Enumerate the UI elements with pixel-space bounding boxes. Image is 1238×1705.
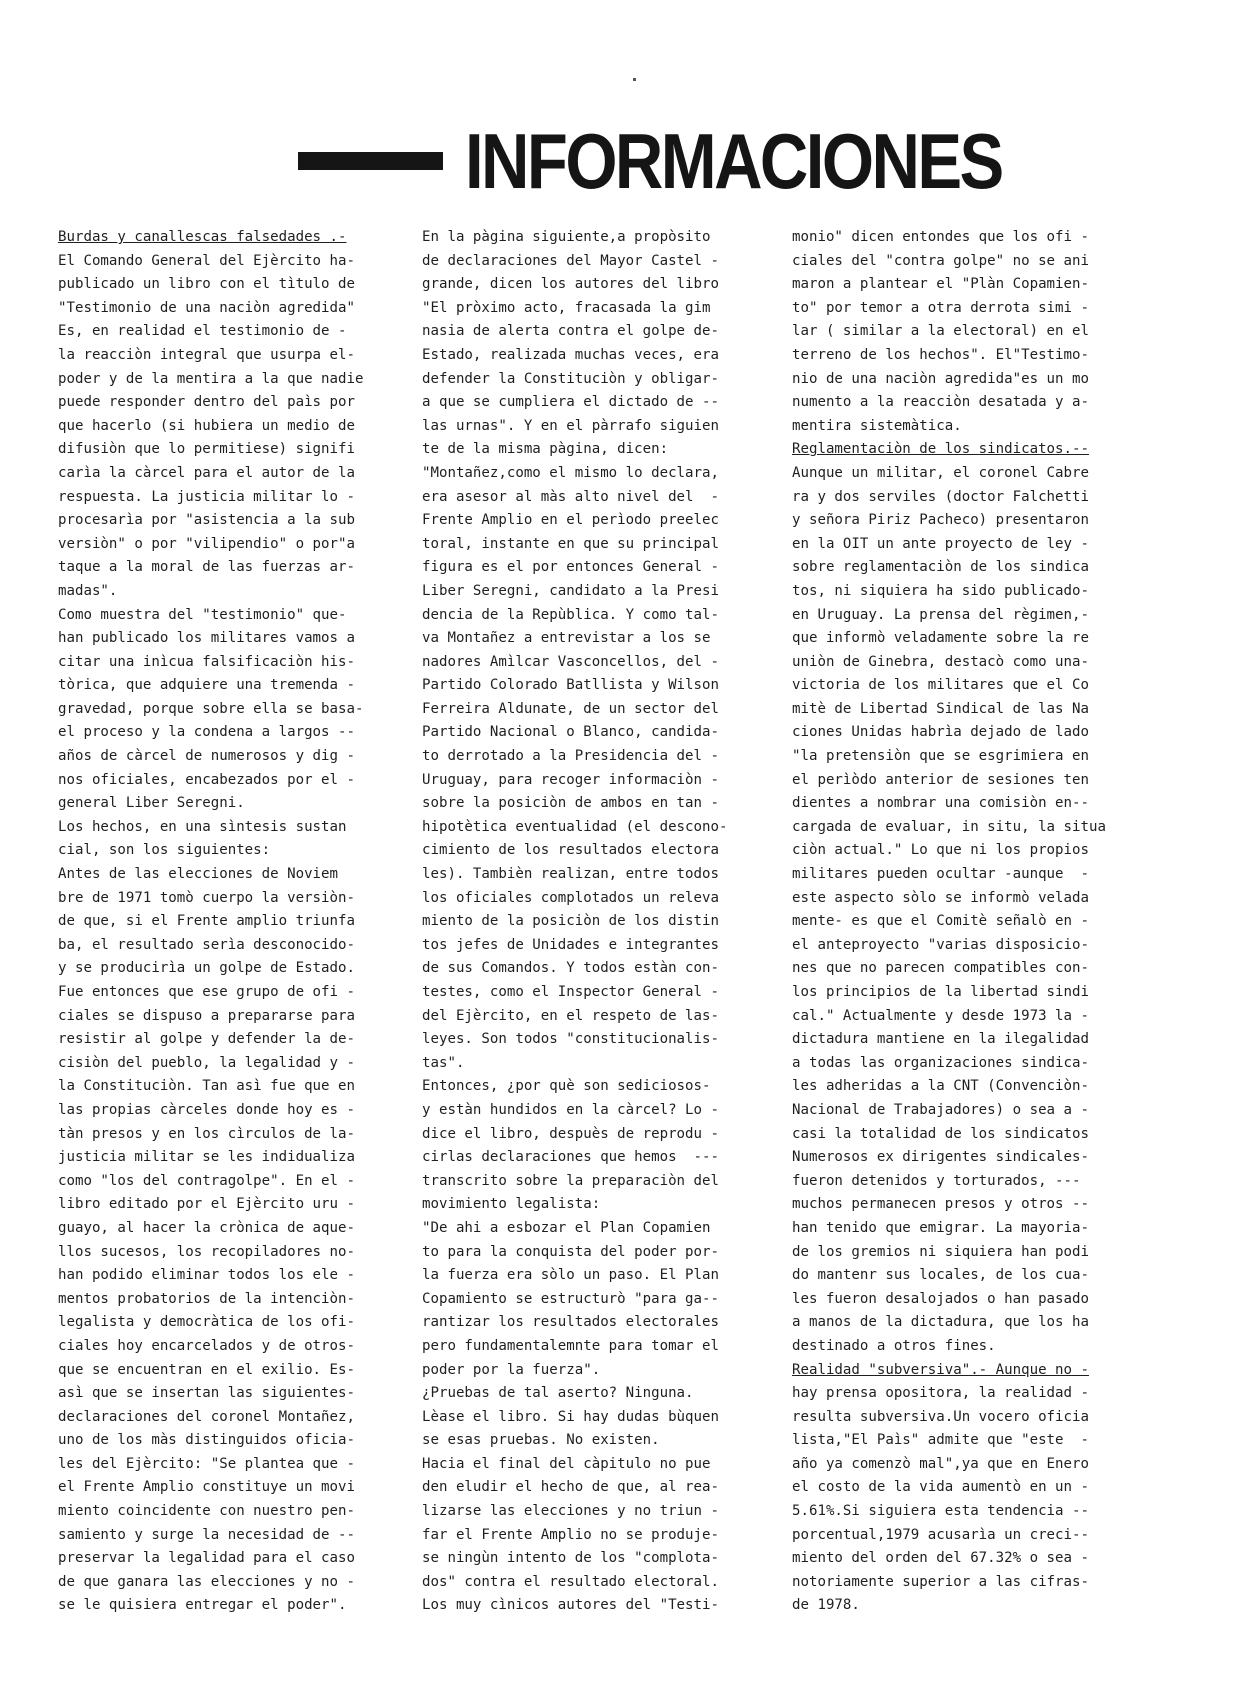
text-line: les del Ejèrcito: "Se plantea que - [58,1455,355,1472]
text-line: "El pròximo acto, fracasada la gim [422,299,711,316]
header-bar [298,152,443,170]
text-line: legalista y democràtica de los ofi- [58,1314,355,1331]
text-line: Uruguay, para recoger informaciòn - [422,771,719,788]
text-line: año ya comenzò mal",ya que en Enero [792,1455,1089,1472]
section-heading: Reglamentaciòn de los sindicatos.-- [792,441,1089,458]
text-line: ba, el resultado serìa desconocido- [58,936,355,953]
text-line: justicia militar se les indidualiza [58,1149,355,1166]
page-title: INFORMACIONES [465,117,1002,205]
text-line: ¿Pruebas de tal aserto? Ninguna. [422,1385,694,1402]
text-line: que informò veladamente sobre la re [792,630,1089,647]
text-line: cal." Actualmente y desde 1973 la - [792,1007,1089,1024]
text-line: do mantenr sus locales, de los cua- [792,1267,1089,1284]
text-line: notoriamente superior a las cifras- [792,1573,1089,1590]
text-line: que hacerlo (si hubiera un medio de [58,417,355,434]
text-line: to" por temor a otra derrota simi - [792,299,1089,316]
text-line: Los hechos, en una sìntesis sustan [58,818,347,835]
text-line: dice el libro, despuès de reprodu - [422,1125,719,1142]
text-line: Liber Seregni, candidato a la Presi [422,582,719,599]
text-line: 5.61%.Si siguiera esta tendencia -- [792,1503,1089,1520]
text-line: el anteproyecto "varias disposicio- [792,936,1089,953]
text-line: el costo de la vida aumentò en un - [792,1479,1089,1496]
text-line: el proceso y la condena a largos -- [58,724,355,741]
text-line: Partido Nacional o Blanco, candida- [422,724,719,741]
text-line: ciones Unidas habrìa dejado de lado [792,724,1089,741]
section-heading: Realidad "subversiva".- Aunque no - [792,1361,1089,1378]
text-line: En la pàgina siguiente,a propòsito [422,229,711,245]
text-line: que se encuentran en el exilio. Es- [58,1361,355,1378]
text-line: libro editado por el Ejèrcito uru - [58,1196,355,1213]
text-line: "Montañez,como el mismo lo declara, [422,464,719,481]
text-line: difusiòn que lo permitiese) signifi [58,441,355,458]
text-line: nos oficiales, encabezados por el - [58,771,355,788]
text-line: te de la misma pàgina, dicen: [422,441,669,458]
text-line: lista,"El Paìs" admite que "este - [792,1432,1089,1449]
text-line: publicado un libro con el tìtulo de [58,276,355,293]
text-line: el Frente Amplio constituye un movi [58,1479,355,1496]
text-line: Lèase el libro. Si hay dudas bùquen [422,1408,719,1425]
text-line: cisiòn del pueblo, la legalidad y - [58,1054,355,1071]
text-line: pero fundamentalemnte para tomar el [422,1337,719,1354]
text-line: Fue entonces que ese grupo de ofi - [58,984,355,1000]
text-line: los principios de la libertad sindi [792,984,1089,1000]
text-line: de que, si el Frente amplio triunfa [58,913,355,930]
text-line: mentos probatorios de la intenciòn- [58,1290,355,1307]
text-line: maron a plantear el "Plàn Copamien- [792,276,1089,293]
text-line: cirlas declaraciones que hemos --- [422,1149,719,1166]
text-line: ciales hoy encarcelados y de otros- [58,1337,355,1354]
text-line: figura es el por entonces General - [422,559,719,576]
text-line: bre de 1971 tomò cuerpo la versiòn- [58,889,355,906]
text-line: tas". [422,1054,465,1071]
text-line: les). Tambièn realizan, entre todos [422,866,719,883]
text-line: a todas las organizaciones sindica- [792,1054,1089,1071]
text-line: llos sucesos, los recopiladores no- [58,1243,355,1260]
text-line: nio de una naciòn agredida"es un mo [792,370,1089,387]
text-line: victoria de los militares que el Co [792,677,1089,694]
text-line: numento a la reacciòn desatada y a- [792,394,1089,411]
text-line: puede responder dentro del paìs por [58,394,355,411]
text-line: citar una inìcua falsificaciòn his- [58,653,355,670]
text-line: to para la conquista del poder por- [422,1243,719,1260]
text-line: Frente Amplio en el perìodo preelec [422,512,719,529]
text-line: tàn presos y en los cìrculos de la- [58,1125,355,1142]
speck [633,78,636,81]
text-line: movimiento legalista: [422,1196,601,1213]
text-line: resistir al golpe y defender la de- [58,1031,355,1048]
text-line: carìa la càrcel para el autor de la [58,464,355,481]
text-line: Estado, realizada muchas veces, era [422,346,719,363]
text-line: poder por la fuerza". [422,1361,601,1378]
text-line: a manos de la dictadura, que los ha [792,1314,1089,1331]
text-line: Antes de las elecciones de Noviem [58,866,339,883]
text-line: muchos permanecen presos y otros -- [792,1196,1089,1213]
text-line: han podido eliminar todos los ele - [58,1267,355,1284]
text-line: en la OIT un ante proyecto de ley - [792,535,1089,552]
text-line: la reacciòn integral que usurpa el- [58,346,355,363]
text-line: lizarse las elecciones y no triun - [422,1503,719,1520]
text-line: resulta subversiva.Un vocero oficia [792,1408,1089,1425]
text-line: Los muy cìnicos autores del "Testi- [422,1597,719,1614]
text-line: Numerosos ex dirigentes sindicales- [792,1149,1089,1166]
text-line: del Ejèrcito, en el respeto de las- [422,1007,719,1024]
text-line: respuesta. La justicia militar lo - [58,488,355,505]
text-line: miento coincidente con nuestro pen- [58,1503,355,1520]
text-line: hipotètica eventualidad (el descono- [422,818,728,835]
text-line: Como muestra del "testimonio" que- [58,606,347,623]
text-line: Entonces, ¿por què son sediciosos- [422,1078,711,1095]
text-line: a que se cumpliera el dictado de -- [422,394,719,411]
text-line: nasia de alerta contra el golpe de- [422,323,719,340]
text-line: preservar la legalidad para el caso [58,1550,355,1567]
text-line: de que ganara las elecciones y no - [58,1573,355,1590]
text-line: de 1978. [792,1597,860,1614]
text-line: los oficiales complotados un releva [422,889,719,906]
text-line: gravedad, porque sobre ella se basa- [58,700,364,717]
text-line: miento del orden del 67.32% o sea - [792,1550,1089,1567]
text-line: mente- es que el Comitè señalò en - [792,913,1089,930]
text-line: ciòn actual." Lo que ni los propios [792,842,1089,859]
text-line: Hacia el final del càpitulo no pue [422,1455,711,1472]
text-line: sobre la posiciòn de ambos en tan - [422,795,719,812]
text-line: declaraciones del coronel Montañez, [58,1408,355,1425]
text-line: transcrito sobre la preparaciòn del [422,1172,719,1189]
text-line: tos jefes de Unidades e integrantes [422,936,719,953]
text-line: como "los del contragolpe". En el - [58,1172,355,1189]
text-line: este aspecto sòlo se informò velada [792,889,1089,906]
text-line: miento de la posiciòn de los distin [422,913,719,930]
text-line: cargada de evaluar, in situ, la situa [792,818,1106,835]
text-line: hay prensa opositora, la realidad - [792,1385,1089,1402]
text-line: taque a la moral de las fuerzas ar- [58,559,355,576]
text-line: dientes a nombrar una comisiòn en-- [792,795,1089,812]
text-line: han tenido que emigrar. La mayoria- [792,1219,1089,1236]
text-line: la fuerza era sòlo un paso. El Plan [422,1267,719,1284]
text-line: les fueron desalojados o han pasado [792,1290,1089,1307]
text-line: militares pueden ocultar -aunque - [792,866,1089,883]
text-line: Nacional de Trabajadores) o sea a - [792,1101,1089,1118]
text-line: poder y de la mentira a la que nadie [58,370,364,387]
text-line: ra y dos serviles (doctor Falchetti [792,488,1089,505]
text-line: el perìòdo anterior de sesiones ten [792,771,1089,788]
text-line: dos" contra el resultado electoral. [422,1573,719,1590]
text-line: tos, ni siquiera ha sido publicado- [792,582,1089,599]
column-3 [792,226,1106,1618]
text-line: guayo, al hacer la crònica de aque- [58,1219,355,1236]
text-line: general Liber Seregni. [58,795,245,812]
text-line: ciales se dispuso a prepararse para [58,1007,355,1024]
text-line: era asesor al màs alto nivel del - [422,488,719,505]
text-line: cimiento de los resultados electora [422,842,719,859]
text-line: cial, son los siguientes: [58,842,271,859]
text-line: monio" dicen entondes que los ofi - [792,229,1089,245]
text-line: tòrica, que adquiere una tremenda - [58,677,355,694]
text-line: la Constituciòn. Tan asì fue que en [58,1078,355,1095]
text-line: les adheridas a la CNT (Convenciòn- [792,1078,1089,1095]
text-line: asì que se insertan las siguientes- [58,1385,355,1402]
text-line: versiòn" o por "vilipendio" o por"a [58,535,355,552]
text-line: casi la totalidad de los sindicatos [792,1125,1089,1142]
text-line: y estàn hundidos en la càrcel? Lo - [422,1101,719,1118]
column-1 [58,226,363,1618]
text-line: den eludir el hecho de que, al rea- [422,1479,719,1496]
text-line: defender la Constituciòn y obligar- [422,370,719,387]
text-line: El Comando General del Ejèrcito ha- [58,252,355,269]
text-line: testes, como el Inspector General - [422,984,719,1000]
text-line: destinado a otros fines. [792,1337,996,1354]
text-line: "Testimonio de una naciòn agredida" [58,299,355,316]
text-line: dencia de la Repùblica. Y como tal- [422,606,719,623]
text-line: "De ahi a esbozar el Plan Copamien [422,1219,711,1236]
text-line: en Uruguay. La prensa del règimen,- [792,606,1089,623]
text-line: de sus Comandos. Y todos estàn con- [422,960,719,977]
text-line: terreno de los hechos". El"Testimo- [792,346,1089,363]
text-line: fueron detenidos y torturados, --- [792,1172,1081,1189]
text-line: "la pretensiòn que se esgrimiera en [792,748,1089,765]
text-line: samiento y surge la necesidad de -- [58,1526,355,1543]
text-line: han publicado los militares vamos a [58,630,355,647]
text-line: porcentual,1979 acusarìa un creci-- [792,1526,1089,1543]
text-line: se le quisiera entregar el poder". [58,1597,347,1614]
text-line: uno de los màs distinguidos oficia- [58,1432,355,1449]
text-line: to derrotado a la Presidencia del - [422,748,719,765]
text-line: leyes. Son todos "constitucionalis- [422,1031,719,1048]
text-line: mentira sistemàtica. [792,417,962,434]
text-line: dictadura mantiene en la ilegalidad [792,1031,1089,1048]
text-line: Copamiento se estructurò "para ga-- [422,1290,719,1307]
text-line: Ferreira Aldunate, de un sector del [422,700,719,717]
text-line: y se producirìa un golpe de Estado. [58,960,355,977]
text-line: años de càrcel de numerosos y dig - [58,748,355,765]
text-line: Es, en realidad el testimonio de - [58,323,347,340]
text-line: va Montañez a entrevistar a los se [422,630,711,647]
text-line: se esas pruebas. No existen. [422,1432,660,1449]
text-line: se ningùn intento de los "complota- [422,1550,719,1567]
text-line: madas". [58,582,118,599]
text-line: Partido Colorado Batllista y Wilson [422,677,719,694]
text-line: y señora Piriz Pacheco) presentaron [792,512,1089,529]
text-line: nes que no parecen compatibles con- [792,960,1089,977]
section-heading: Burdas y canallescas falsedades .- [58,229,347,245]
text-line: de los gremios ni siquiera han podi [792,1243,1089,1260]
text-line: de declaraciones del Mayor Castel - [422,252,719,269]
text-line: las urnas". Y en el pàrrafo siguien [422,417,719,434]
column-2 [422,226,727,1618]
text-line: rantizar los resultados electorales [422,1314,719,1331]
text-line: far el Frente Amplio no se produje- [422,1526,719,1543]
text-line: Aunque un militar, el coronel Cabre [792,464,1089,481]
text-line: ciales del "contra golpe" no se ani [792,252,1089,269]
text-line: nadores Amìlcar Vasconcellos, del - [422,653,719,670]
text-line: toral, instante en que su principal [422,535,719,552]
text-line: uniòn de Ginebra, destacò como una- [792,653,1089,670]
text-line: lar ( similar a la electoral) en el [792,323,1089,340]
text-line: sobre reglamentaciòn de los sindica [792,559,1089,576]
text-line: las propias càrceles donde hoy es - [58,1101,355,1118]
text-line: mitè de Libertad Sindical de las Na [792,700,1089,717]
text-line: grande, dicen los autores del libro [422,276,719,293]
text-line: procesarìa por "asistencia a la sub [58,512,355,529]
